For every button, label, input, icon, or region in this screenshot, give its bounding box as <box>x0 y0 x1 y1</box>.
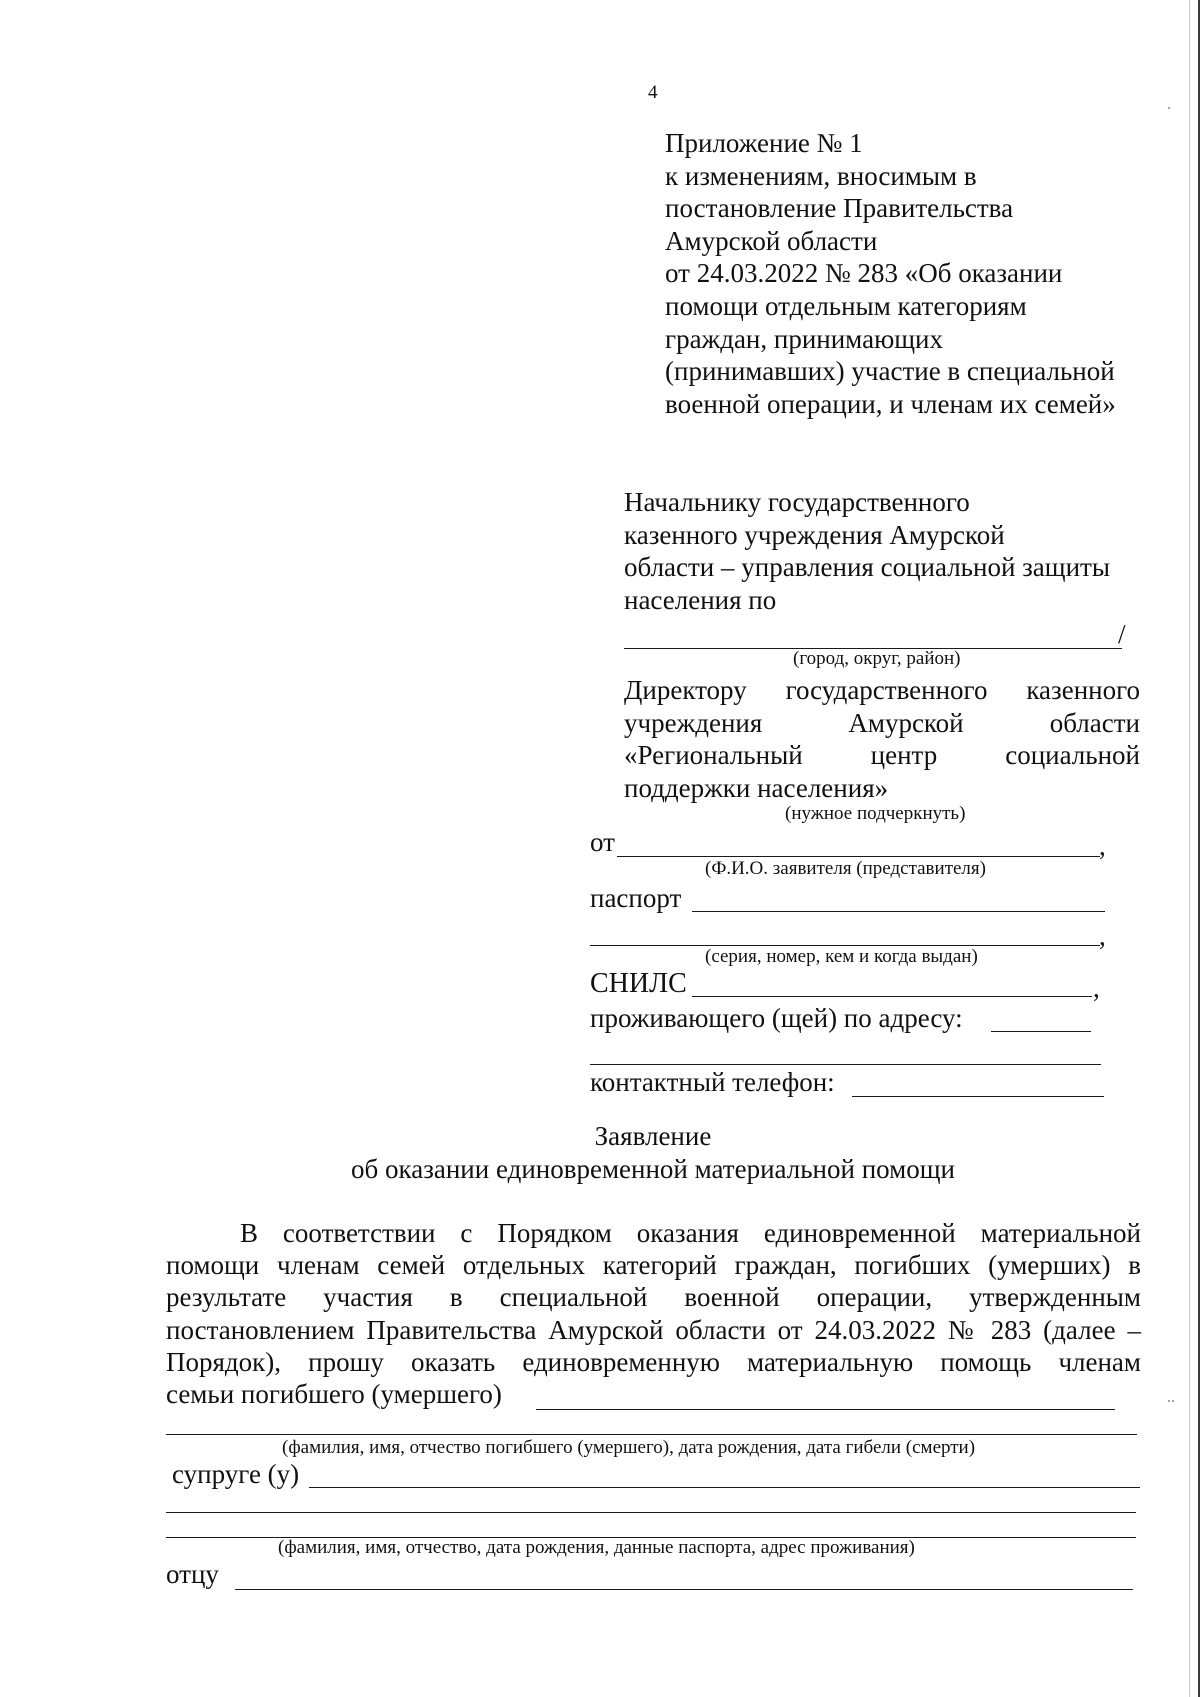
city-slash: / <box>1118 619 1126 649</box>
deceased-hint: (фамилия, имя, отчество погибшего (умершего), дата рождения, дата гибели (смерти) <box>282 1437 976 1458</box>
scan-edge-shadow <box>1189 0 1190 1697</box>
deceased-blank-line-2[interactable] <box>166 1434 1137 1435</box>
scan-speck <box>1168 1400 1170 1402</box>
phone-blank-line[interactable] <box>852 1096 1104 1097</box>
director-line: учреждения Амурской области <box>624 707 1140 738</box>
snils-label: СНИЛС <box>590 968 687 999</box>
snils-blank-line[interactable] <box>692 996 1092 997</box>
city-hint: (город, округ, район) <box>793 648 961 669</box>
appendix-line: постановление Правительства <box>665 193 1014 224</box>
appendix-line: к изменениям, вносимым в <box>665 160 977 191</box>
addressee-line: казенного учреждения Амурской <box>624 519 1005 550</box>
director-line: Директору государственного казенного <box>624 675 1140 705</box>
appendix-line: граждан, принимающих <box>665 323 943 354</box>
father-blank-line[interactable] <box>235 1589 1133 1590</box>
deceased-label: семьи погибшего (умершего) <box>166 1379 502 1409</box>
passport-label: паспорт <box>590 883 682 913</box>
body-line: В соответствии с Порядком оказания единовременной материальной <box>240 1218 1141 1248</box>
from-hint: (Ф.И.О. заявителя (представителя) <box>705 858 986 879</box>
appendix-line: помощи отдельным категориям <box>665 290 1027 321</box>
statement-body <box>166 1217 1141 1378</box>
address-label: проживающего (щей) по адресу: <box>590 1003 963 1033</box>
from-label: от <box>590 827 615 857</box>
appendix-line: Приложение № 1 <box>665 128 863 158</box>
appendix-line: от 24.03.2022 № 283 «Об оказании <box>665 258 1063 289</box>
phone-label: контактный телефон: <box>590 1067 835 1097</box>
choose-hint: (нужное подчеркнуть) <box>785 803 966 824</box>
from-comma: , <box>1099 831 1106 861</box>
director-line: поддержки населения» <box>624 772 889 803</box>
body-line: Порядок), прошу оказать единовременную материальную помощь членам <box>166 1346 1141 1377</box>
addressee-line: населения по <box>624 584 777 615</box>
deceased-blank-line[interactable] <box>536 1409 1115 1410</box>
director-block <box>624 674 1140 804</box>
appendix-line: Амурской области <box>665 225 878 256</box>
addressee-line: Начальнику государственного <box>624 487 970 517</box>
father-label: отцу <box>166 1559 219 1589</box>
director-line: «Региональный центр социальной <box>624 740 1140 770</box>
snils-comma: , <box>1093 973 1100 1003</box>
passport-hint: (серия, номер, кем и когда выдан) <box>705 946 978 967</box>
spouse-blank-line[interactable] <box>309 1487 1140 1488</box>
address-blank-line[interactable] <box>991 1031 1091 1032</box>
page-number: 4 <box>648 82 658 103</box>
statement-subtitle: об оказании единовременной материальной помощи <box>351 1154 955 1184</box>
addressee-line: области – управления социальной защиты <box>624 552 1110 582</box>
spouse-blank-line-2[interactable] <box>166 1512 1136 1513</box>
scan-speck <box>1168 107 1170 109</box>
body-line: результате участия в специальной военной операции, утвержденным <box>166 1282 1141 1313</box>
scan-speck <box>1172 1400 1174 1402</box>
appendix-block <box>665 127 1116 420</box>
addressee-head <box>624 486 1110 616</box>
passport-blank-line[interactable] <box>692 911 1105 912</box>
appendix-line: военной операции, и членам их семей» <box>665 388 1116 419</box>
address-blank-line-2[interactable] <box>590 1064 1101 1065</box>
appendix-line: (принимавших) участие в специальной <box>665 356 1115 387</box>
passport-comma: , <box>1099 921 1106 951</box>
body-line: постановлением Правительства Амурской области от 24.03.2022 № 283 (далее – <box>166 1314 1141 1345</box>
from-blank-line[interactable] <box>617 856 1100 857</box>
spouse-hint: (фамилия, имя, отчество, дата рождения, данные паспорта, адрес проживания) <box>278 1537 915 1558</box>
body-line: помощи членам семей отдельных категорий граждан, погибших (умерших) в <box>166 1250 1141 1281</box>
spouse-label: супруге (у) <box>172 1459 300 1489</box>
statement-title: Заявление <box>594 1121 712 1151</box>
